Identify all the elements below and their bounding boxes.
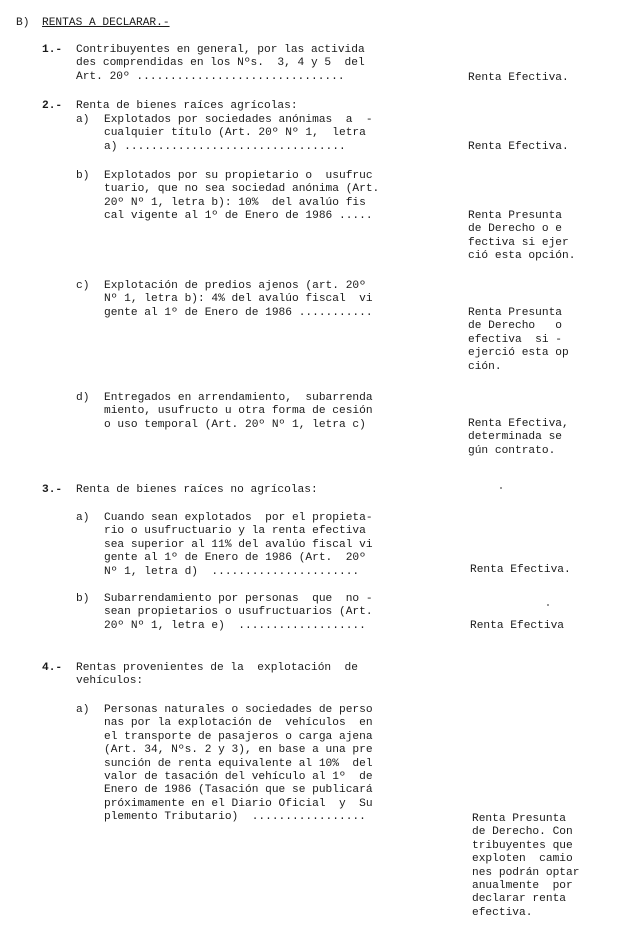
subitem-text: Explotados por sociedades anónimas a - cualquier título (Art. 20º Nº 1, letra a) ................................. <box>104 114 373 153</box>
item-text: Rentas provenientes de la explotación de vehículos: <box>76 662 358 688</box>
subitem-text: Entregados en arrendamiento, subarrenda miento, usufructo u otra forma de cesión o uso temporal (Art. 20º Nº 1, letra c) <box>104 392 373 431</box>
subitem-text: Cuando sean explotados por el propieta- rio o usufructuario y la renta efectiva sea superior al 11% del avalúo fiscal vi gente al 1º de Enero de 1986 (Art. 20º Nº 1, letra d) ...................... <box>104 512 373 578</box>
subitem-letter: a) <box>76 512 90 524</box>
item-number: 1.- <box>42 44 63 56</box>
regime-text: Renta Efectiva. <box>468 141 569 153</box>
regime-text: Renta Efectiva, determinada se gún contrato. <box>468 418 569 457</box>
subitem-letter: b) <box>76 593 90 605</box>
subitem-text: Personas naturales o sociedades de perso nas por la explotación de vehículos en el transporte de pasajeros o carga ajena (Art. 34, Nºs. 2 y 3), en base a una pre sunción de renta equivalente al 10% del valor de tasación del vehículo al 1º de Enero de 1986 (Tasación que se publicará próximamente en el Diario Oficial y Su plemento Tributario) ................. <box>104 704 373 824</box>
scan-speck <box>547 604 549 606</box>
section-title: RENTAS A DECLARAR.- <box>42 17 170 29</box>
subitem-letter: a) <box>76 114 90 126</box>
regime-text: Renta Presunta de Derecho. Con tribuyentes que exploten camio nes podrán optar anualmente por declarar renta efectiva. <box>472 813 580 919</box>
subitem-text: Explotación de predios ajenos (art. 20º Nº 1, letra b): 4% del avalúo fiscal vi gente al 1º de Enero de 1986 ........... <box>104 280 373 319</box>
subitem-letter: b) <box>76 170 90 182</box>
subitem-letter: d) <box>76 392 90 404</box>
regime-text: Renta Presunta de Derecho o e fectiva si ejer ció esta opción. <box>468 210 576 263</box>
regime-text: Renta Efectiva <box>470 620 564 632</box>
section-label: B) <box>16 17 30 29</box>
regime-text: Renta Presunta de Derecho o efectiva si - ejerció esta op ción. <box>468 307 569 373</box>
regime-text: Renta Efectiva. <box>468 72 569 84</box>
subitem-text: Subarrendamiento por personas que no - sean propietarios o usufructuarios (Art. 20º Nº 1, letra e) ................... <box>104 593 373 632</box>
subitem-letter: a) <box>76 704 90 716</box>
subitem-letter: c) <box>76 280 90 292</box>
scan-speck <box>500 487 502 489</box>
item-number: 3.- <box>42 484 63 496</box>
item-number: 2.- <box>42 100 63 112</box>
subitem-text: Explotados por su propietario o usufruc tuario, que no sea sociedad anónima (Art. 20º Nº 1, letra b): 10% del avalúo fis cal vigente al 1º de Enero de 1986 ..... <box>104 170 380 223</box>
item-text: Contribuyentes en general, por las activida des comprendidas en los Nºs. 3, 4 y 5 del Art. 20º ............................... <box>76 44 365 83</box>
item-text: Renta de bienes raíces no agrícolas: <box>76 484 318 496</box>
item-number: 4.- <box>42 662 63 674</box>
regime-text: Renta Efectiva. <box>470 564 571 576</box>
item-text: Renta de bienes raíces agrícolas: <box>76 100 298 112</box>
